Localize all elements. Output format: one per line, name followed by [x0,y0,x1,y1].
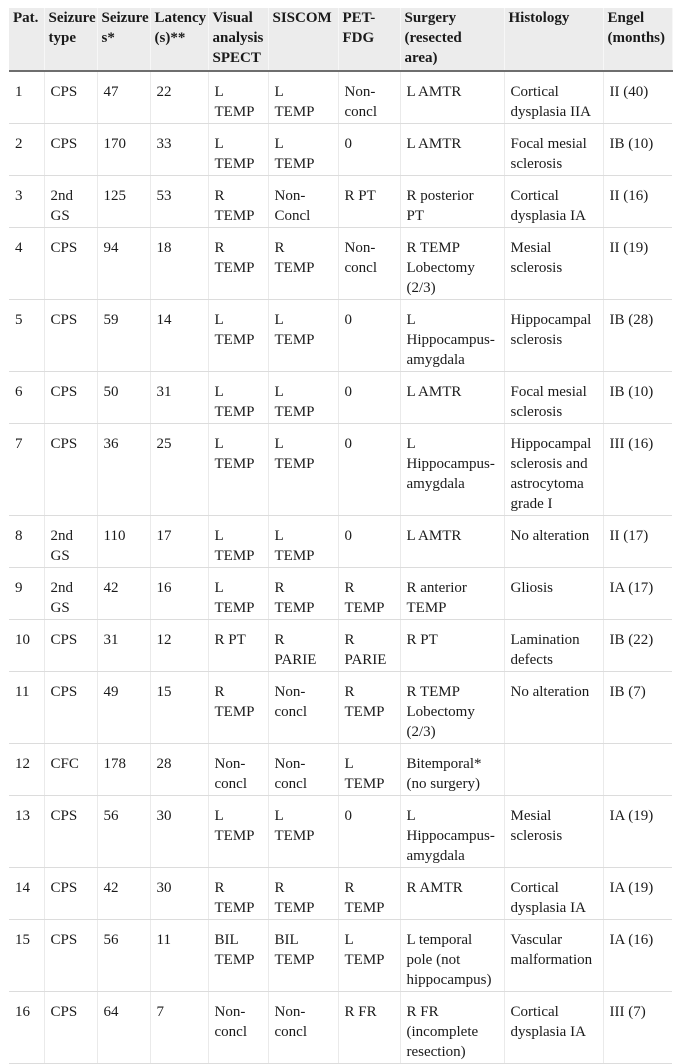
cell-pet-fdg: 0 [338,372,400,424]
cell-seizures: 50 [97,372,150,424]
cell-seizures: 36 [97,424,150,516]
cell-surgery: Bitemporal* (no surgery) [400,744,504,796]
cell-histology [504,744,603,796]
cell-visual-spect: L TEMP [208,796,268,868]
cell-histology: Cortical dysplasia IA [504,868,603,920]
cell-patient: 1 [9,71,44,124]
cell-latency: 30 [150,868,208,920]
cell-pet-fdg: R PT [338,176,400,228]
cell-siscom: R TEMP [268,228,338,300]
cell-seizures: 56 [97,920,150,992]
cell-seizure-type: CPS [44,620,97,672]
cell-visual-spect: Non- concl [208,744,268,796]
header-surgery: Surgery (resected area) [400,8,504,71]
cell-histology: Vascular malformation [504,920,603,992]
cell-patient: 12 [9,744,44,796]
cell-seizure-type: CPS [44,228,97,300]
cell-engel: IB (28) [603,300,672,372]
cell-pet-fdg: R FR [338,992,400,1064]
cell-seizures: 178 [97,744,150,796]
table-row [9,568,672,620]
cell-patient: 14 [9,868,44,920]
cell-engel: IA (19) [603,796,672,868]
header-siscom: SISCOM [268,8,338,71]
cell-visual-spect: L TEMP [208,124,268,176]
table-row [9,672,672,744]
cell-siscom: R PARIE [268,620,338,672]
cell-surgery: R TEMP Lobectomy (2/3) [400,672,504,744]
cell-engel [603,744,672,796]
cell-seizures: 42 [97,868,150,920]
cell-histology: No alteration [504,516,603,568]
cell-histology: Hippocampal sclerosis and astrocytoma grade I [504,424,603,516]
cell-visual-spect: L TEMP [208,71,268,124]
cell-patient: 8 [9,516,44,568]
cell-seizure-type: 2nd GS [44,568,97,620]
cell-seizures: 94 [97,228,150,300]
patient-results-table [9,8,673,1064]
cell-patient: 7 [9,424,44,516]
table-row [9,620,672,672]
cell-latency: 25 [150,424,208,516]
cell-latency: 16 [150,568,208,620]
cell-patient: 16 [9,992,44,1064]
cell-visual-spect: R TEMP [208,176,268,228]
cell-engel: II (40) [603,71,672,124]
table-row [9,868,672,920]
cell-surgery: L AMTR [400,372,504,424]
cell-latency: 22 [150,71,208,124]
cell-seizures: 170 [97,124,150,176]
cell-surgery: L AMTR [400,71,504,124]
cell-pet-fdg: 0 [338,796,400,868]
cell-patient: 9 [9,568,44,620]
table-row [9,992,672,1064]
cell-engel: IA (19) [603,868,672,920]
cell-patient: 10 [9,620,44,672]
cell-surgery: L Hippocampus- amygdala [400,796,504,868]
cell-patient: 4 [9,228,44,300]
cell-engel: IB (7) [603,672,672,744]
table-row [9,300,672,372]
cell-surgery: R anterior TEMP [400,568,504,620]
header-pet-fdg: PET- FDG [338,8,400,71]
cell-seizure-type: 2nd GS [44,176,97,228]
cell-latency: 18 [150,228,208,300]
cell-pet-fdg: L TEMP [338,920,400,992]
cell-latency: 12 [150,620,208,672]
cell-surgery: R FR (incomplete resection) [400,992,504,1064]
cell-patient: 15 [9,920,44,992]
cell-surgery: R TEMP Lobectomy (2/3) [400,228,504,300]
cell-engel: III (7) [603,992,672,1064]
cell-histology: Hippocampal sclerosis [504,300,603,372]
header-row [9,8,672,71]
table-body [9,71,672,1064]
cell-seizures: 31 [97,620,150,672]
cell-seizure-type: CPS [44,372,97,424]
cell-seizure-type: CPS [44,124,97,176]
cell-latency: 53 [150,176,208,228]
cell-seizures: 110 [97,516,150,568]
table-row [9,176,672,228]
cell-latency: 15 [150,672,208,744]
cell-engel: II (16) [603,176,672,228]
cell-visual-spect: L TEMP [208,372,268,424]
cell-pet-fdg: 0 [338,300,400,372]
cell-surgery: L temporal pole (not hippocampus) [400,920,504,992]
cell-surgery: R posterior PT [400,176,504,228]
cell-latency: 33 [150,124,208,176]
cell-siscom: L TEMP [268,516,338,568]
table-header [9,8,672,71]
cell-latency: 30 [150,796,208,868]
cell-surgery: L Hippocampus- amygdala [400,424,504,516]
cell-seizure-type: CPS [44,992,97,1064]
header-histology: Histology [504,8,603,71]
cell-visual-spect: R TEMP [208,672,268,744]
cell-latency: 28 [150,744,208,796]
cell-siscom: L TEMP [268,372,338,424]
header-patient: Pat. [9,8,44,71]
cell-histology: Focal mesial sclerosis [504,124,603,176]
cell-patient: 3 [9,176,44,228]
cell-surgery: R AMTR [400,868,504,920]
cell-pet-fdg: 0 [338,424,400,516]
header-engel: Engel (months) [603,8,672,71]
cell-siscom: L TEMP [268,796,338,868]
table-row [9,372,672,424]
cell-histology: Focal mesial sclerosis [504,372,603,424]
cell-pet-fdg: 0 [338,124,400,176]
cell-surgery: L AMTR [400,516,504,568]
cell-histology: Cortical dysplasia IA [504,992,603,1064]
cell-pet-fdg: R TEMP [338,868,400,920]
cell-siscom: Non- concl [268,992,338,1064]
cell-surgery: R PT [400,620,504,672]
cell-histology: Lamination defects [504,620,603,672]
cell-siscom: BIL TEMP [268,920,338,992]
cell-latency: 7 [150,992,208,1064]
cell-seizure-type: CPS [44,868,97,920]
cell-pet-fdg: Non- concl [338,71,400,124]
cell-visual-spect: L TEMP [208,300,268,372]
table-row [9,124,672,176]
cell-seizure-type: CPS [44,71,97,124]
table-row [9,228,672,300]
table-row [9,920,672,992]
header-visual-spect: Visual analysis SPECT [208,8,268,71]
cell-engel: IB (10) [603,372,672,424]
table-row [9,796,672,868]
cell-siscom: Non- concl [268,672,338,744]
table-row [9,71,672,124]
cell-visual-spect: Non- concl [208,992,268,1064]
cell-histology: Mesial sclerosis [504,228,603,300]
cell-visual-spect: L TEMP [208,568,268,620]
cell-seizures: 49 [97,672,150,744]
cell-engel: II (19) [603,228,672,300]
cell-seizures: 59 [97,300,150,372]
header-latency: Latency (s)** [150,8,208,71]
cell-seizures: 56 [97,796,150,868]
cell-engel: II (17) [603,516,672,568]
cell-latency: 31 [150,372,208,424]
table-row [9,424,672,516]
cell-engel: IA (17) [603,568,672,620]
cell-siscom: R TEMP [268,868,338,920]
cell-engel: IA (16) [603,920,672,992]
cell-patient: 13 [9,796,44,868]
cell-pet-fdg: R TEMP [338,672,400,744]
cell-pet-fdg: Non- concl [338,228,400,300]
cell-visual-spect: R TEMP [208,228,268,300]
cell-seizure-type: CPS [44,672,97,744]
cell-histology: No alteration [504,672,603,744]
cell-siscom: R TEMP [268,568,338,620]
cell-seizure-type: CPS [44,920,97,992]
cell-patient: 6 [9,372,44,424]
cell-seizure-type: CPS [44,796,97,868]
cell-siscom: Non- concl [268,744,338,796]
cell-seizures: 42 [97,568,150,620]
cell-visual-spect: BIL TEMP [208,920,268,992]
cell-latency: 11 [150,920,208,992]
header-seizures: Seizure s* [97,8,150,71]
cell-engel: IB (22) [603,620,672,672]
cell-siscom: L TEMP [268,71,338,124]
cell-visual-spect: R TEMP [208,868,268,920]
cell-siscom: L TEMP [268,300,338,372]
cell-visual-spect: R PT [208,620,268,672]
cell-patient: 5 [9,300,44,372]
cell-seizure-type: CFC [44,744,97,796]
cell-seizure-type: CPS [44,300,97,372]
cell-visual-spect: L TEMP [208,516,268,568]
cell-siscom: L TEMP [268,424,338,516]
cell-siscom: Non- Concl [268,176,338,228]
cell-siscom: L TEMP [268,124,338,176]
cell-engel: III (16) [603,424,672,516]
table-row [9,744,672,796]
cell-histology: Gliosis [504,568,603,620]
cell-pet-fdg: R TEMP [338,568,400,620]
cell-surgery: L AMTR [400,124,504,176]
cell-latency: 17 [150,516,208,568]
cell-seizure-type: CPS [44,424,97,516]
header-seizure-type: Seizure type [44,8,97,71]
cell-engel: IB (10) [603,124,672,176]
cell-pet-fdg: 0 [338,516,400,568]
cell-visual-spect: L TEMP [208,424,268,516]
cell-histology: Mesial sclerosis [504,796,603,868]
cell-surgery: L Hippocampus- amygdala [400,300,504,372]
cell-histology: Cortical dysplasia IA [504,176,603,228]
cell-seizures: 64 [97,992,150,1064]
cell-seizures: 47 [97,71,150,124]
cell-latency: 14 [150,300,208,372]
table-row [9,516,672,568]
cell-patient: 2 [9,124,44,176]
cell-pet-fdg: R PARIE [338,620,400,672]
cell-patient: 11 [9,672,44,744]
cell-pet-fdg: L TEMP [338,744,400,796]
cell-seizure-type: 2nd GS [44,516,97,568]
cell-histology: Cortical dysplasia IIA [504,71,603,124]
cell-seizures: 125 [97,176,150,228]
